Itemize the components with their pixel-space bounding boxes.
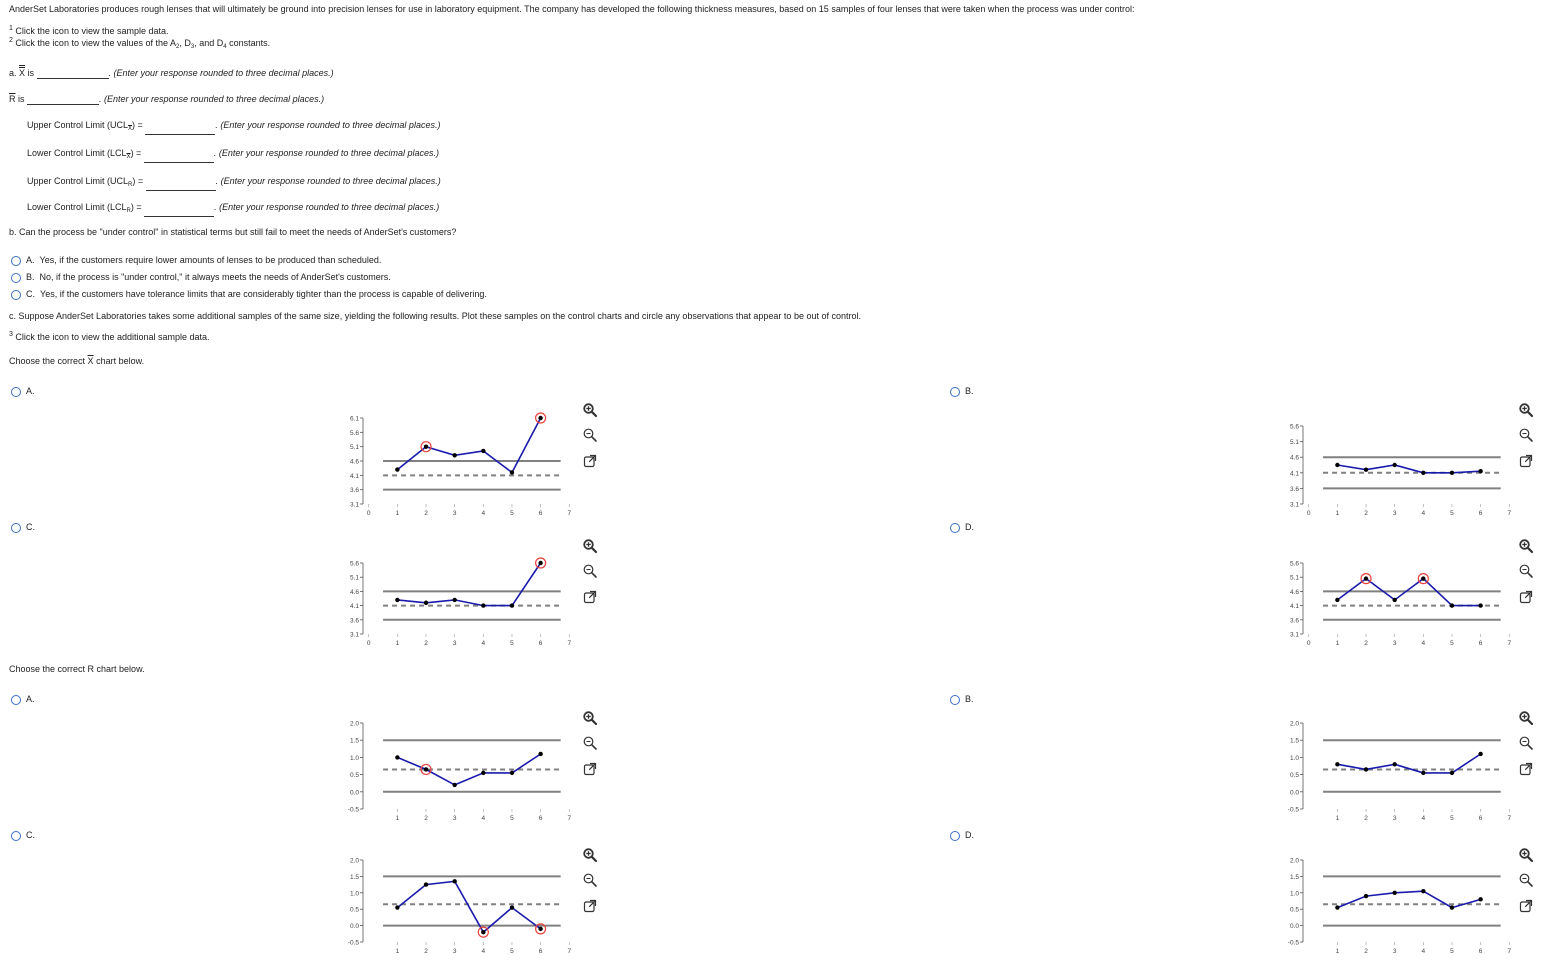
x-tick-label: 1 (1335, 948, 1340, 955)
series-line (397, 563, 540, 606)
option-letter: C. (26, 830, 35, 840)
data-point (1392, 598, 1396, 602)
data-point (1392, 463, 1396, 467)
xbar-chart-a (335, 410, 585, 520)
r-chart-d (1275, 852, 1525, 958)
sub-a2: 2 (176, 44, 180, 50)
option-letter: D. (965, 830, 974, 840)
x-tick-label: 0 (366, 510, 371, 517)
series-line (1337, 465, 1480, 473)
y-tick-label: 3.1 (349, 631, 359, 639)
part-b-option-b[interactable] (11, 271, 391, 283)
is-text: is (25, 68, 35, 78)
radio-button[interactable] (11, 523, 21, 533)
y-tick-label: 1.0 (349, 754, 359, 762)
x-tick-label: 7 (1507, 510, 1512, 517)
close: ) = (132, 120, 143, 130)
x-tick-label: 5 (1450, 640, 1454, 647)
zoom-out-icon[interactable] (582, 735, 598, 751)
x-tick-label: 2 (1364, 640, 1368, 647)
option-letter: B. (965, 386, 974, 396)
zoom-out-icon[interactable] (582, 872, 598, 888)
option-letter: D. (965, 522, 974, 532)
x-tick-label: 7 (1507, 948, 1512, 955)
xbar-option-a[interactable] (11, 385, 35, 397)
x-tick-label: 6 (538, 510, 543, 517)
data-point (1364, 767, 1368, 771)
y-tick-label: -0.5 (347, 806, 359, 814)
data-point (1450, 905, 1454, 909)
radio-button[interactable] (950, 831, 960, 841)
xbarbar-row (9, 67, 334, 79)
footnote-number: 3 (9, 331, 13, 338)
y-tick-label: 0.0 (1289, 789, 1299, 797)
x-tick-label: 0 (366, 640, 371, 647)
y-tick-label: 3.6 (1289, 485, 1299, 493)
part-b-option-c[interactable] (11, 288, 487, 300)
x-tick-label: 2 (1364, 510, 1368, 517)
x-tick-label: 7 (567, 510, 572, 517)
data-point (1450, 603, 1454, 607)
x-tick-label: 5 (510, 948, 514, 955)
sub-d3: 3 (190, 44, 195, 50)
data-point (395, 467, 399, 471)
zoom-out-icon[interactable] (1518, 872, 1534, 888)
x-tick-label: 6 (1478, 640, 1483, 647)
rounding-hint: . (Enter your response rounded to three decimal places.) (214, 202, 440, 212)
y-tick-label: 3.1 (1289, 501, 1299, 509)
x-tick-label: 7 (567, 640, 572, 647)
r-chart-a (335, 715, 585, 825)
close: ) = (130, 148, 142, 158)
y-tick-label: 0.5 (1289, 772, 1299, 780)
data-point (510, 470, 514, 474)
data-point (510, 771, 514, 775)
x-tick-label: 6 (538, 948, 543, 955)
y-tick-label: 0.5 (1289, 906, 1299, 914)
x-tick-label: 1 (395, 640, 400, 647)
x-tick-label: 2 (1364, 948, 1368, 955)
y-tick-label: 4.1 (1289, 470, 1299, 478)
rbar-symbol: $\overline{R}$ (9, 94, 16, 104)
x-tick-label: 7 (1507, 640, 1512, 647)
y-tick-label: 4.1 (349, 472, 359, 480)
data-point (452, 453, 456, 457)
option-letter: A. (26, 694, 35, 704)
y-tick-label: 5.1 (1289, 574, 1299, 582)
zoom-in-icon[interactable] (582, 710, 598, 726)
choose-xbar-label (9, 355, 144, 367)
r-chart-c (335, 852, 585, 958)
lcl-x-answer-field[interactable] (144, 153, 214, 163)
r-option-c[interactable] (11, 829, 35, 841)
y-tick-label: 5.1 (1289, 439, 1299, 447)
data-point (1421, 471, 1425, 475)
rounding-hint: . (Enter your response rounded to three decimal places.) (213, 148, 439, 158)
x-tick-label: 1 (395, 510, 400, 517)
data-point (1392, 891, 1396, 895)
rounding-hint: . (Enter your response rounded to three decimal places.) (99, 94, 325, 104)
x-tick-label: 4 (481, 815, 486, 822)
lcl-r-row (27, 201, 439, 217)
x-tick-label: 1 (1335, 815, 1340, 822)
part-a-prefix: a. (9, 68, 20, 78)
footnote-text: Click the icon to view the additional sample data. (15, 332, 210, 342)
x-tick-label: 0 (1306, 510, 1311, 517)
x-tick-label: 6 (1478, 815, 1483, 822)
y-tick-label: 2.0 (349, 720, 359, 728)
part-c-text: c. Suppose AnderSet Laboratories takes some additional samples of the same size, yielding the following results. Plot these samples on the control charts and circle any observations that appear to be out of control. (9, 311, 861, 321)
footnote-number: 1 (9, 25, 13, 32)
y-tick-label: 0.0 (1289, 923, 1299, 931)
rbar-row (9, 93, 324, 105)
ucl-r-sub: R (128, 182, 133, 188)
zoom-in-icon[interactable] (582, 402, 598, 418)
lcl-r-label: Lower Control Limit (LCL (27, 202, 127, 212)
footnote-sample-data[interactable] (9, 25, 169, 37)
rounding-hint: . (Enter your response rounded to three decimal places.) (215, 120, 441, 130)
xbar-option-d[interactable] (950, 521, 974, 533)
x-tick-label: 5 (1450, 948, 1454, 955)
data-point (538, 416, 542, 420)
problem-intro: AnderSet Laboratories produces rough lenses that will ultimately be ground into precision lenses for use in laboratory equipment. The company has developed the following thickness measures, based on 15 samples of four lenses that were taken when the process was under control: (9, 4, 1135, 14)
data-point (424, 882, 428, 886)
y-tick-label: 5.1 (349, 444, 359, 452)
x-tick-label: 2 (424, 815, 428, 822)
x-tick-label: 5 (510, 640, 514, 647)
rbar-answer-field[interactable] (27, 95, 99, 105)
popout-icon[interactable] (582, 898, 598, 914)
data-point (1421, 576, 1425, 580)
y-tick-label: 3.6 (349, 487, 359, 495)
lcl-x-sub: X (126, 154, 131, 160)
data-point (452, 598, 456, 602)
data-point (481, 771, 485, 775)
close: ) = (130, 202, 142, 212)
ucl-x-label: Upper Control Limit (UCL (27, 120, 129, 130)
xbar-chart-b (1275, 418, 1525, 520)
data-point (1364, 894, 1368, 898)
y-tick-label: 1.0 (349, 890, 359, 898)
y-tick-label: 4.6 (1289, 454, 1299, 462)
r-option-b[interactable] (950, 693, 974, 705)
option-text: No, if the process is "under control," it always meets the needs of AnderSet's customers. (39, 272, 391, 282)
radio-button[interactable] (11, 273, 21, 283)
data-point (481, 603, 485, 607)
x-tick-label: 4 (1421, 640, 1426, 647)
x-tick-label: 1 (1335, 640, 1340, 647)
data-point (1364, 576, 1368, 580)
zoom-in-icon[interactable] (582, 538, 598, 554)
data-point (1335, 598, 1339, 602)
data-point (510, 603, 514, 607)
y-tick-label: 6.1 (349, 415, 359, 423)
data-point (1335, 463, 1339, 467)
popout-icon[interactable] (1518, 453, 1534, 469)
lcl-r-sub: R (126, 208, 131, 214)
option-letter: A. (26, 255, 35, 265)
option-letter: B. (26, 272, 35, 282)
lcl-x-label: Lower Control Limit (LCL (27, 148, 127, 158)
choose-text: Choose the correct (9, 356, 88, 366)
popout-icon[interactable] (1518, 761, 1534, 777)
x-tick-label: 5 (510, 815, 514, 822)
y-tick-label: 4.6 (1289, 588, 1299, 596)
y-tick-label: 0.0 (349, 789, 359, 797)
option-text: Yes, if the customers require lower amounts of lenses to be produced than scheduled. (39, 255, 382, 265)
close: ) = (132, 176, 144, 186)
y-tick-label: 0.0 (349, 923, 359, 931)
popout-icon[interactable] (582, 761, 598, 777)
x-tick-label: 7 (567, 948, 572, 955)
lcl-r-answer-field[interactable] (144, 207, 214, 217)
y-tick-label: 5.6 (349, 560, 359, 568)
zoom-out-icon[interactable] (1518, 427, 1534, 443)
y-tick-label: 1.0 (1289, 754, 1299, 762)
y-tick-label: 1.5 (1289, 873, 1299, 881)
zoom-in-icon[interactable] (1518, 710, 1534, 726)
data-point (452, 879, 456, 883)
x-tick-label: 5 (1450, 815, 1454, 822)
y-tick-label: 5.1 (349, 574, 359, 582)
xbarbar-answer-field[interactable] (37, 69, 109, 79)
footnote-additional-data[interactable] (9, 331, 210, 343)
x-tick-label: 2 (424, 510, 428, 517)
radio-button[interactable] (11, 256, 21, 266)
y-tick-label: 0.5 (349, 906, 359, 914)
zoom-in-icon[interactable] (582, 847, 598, 863)
ucl-r-label: Upper Control Limit (UCL (27, 176, 129, 186)
xbar-symbol: $\overline{X}$ (87, 356, 94, 366)
ucl-x-answer-field[interactable] (145, 125, 215, 135)
x-tick-label: 4 (481, 510, 486, 517)
radio-button[interactable] (11, 387, 21, 397)
x-tick-label: 3 (1392, 640, 1397, 647)
ucl-r-answer-field[interactable] (146, 181, 216, 191)
ucl-r-row (27, 175, 441, 191)
x-tick-label: 4 (1421, 815, 1426, 822)
y-tick-label: 3.6 (1289, 617, 1299, 625)
data-point (1421, 889, 1425, 893)
data-point (538, 927, 542, 931)
zoom-out-icon[interactable] (582, 427, 598, 443)
x-tick-label: 6 (1478, 948, 1483, 955)
data-point (481, 449, 485, 453)
x-tick-label: 3 (452, 640, 457, 647)
footnote-tail: constants. (226, 38, 271, 48)
zoom-out-icon[interactable] (582, 563, 598, 579)
choose-r-label: Choose the correct R chart below. (9, 664, 145, 674)
zoom-out-icon[interactable] (1518, 563, 1534, 579)
popout-icon[interactable] (1518, 589, 1534, 605)
x-tick-label: 3 (452, 948, 457, 955)
part-b-option-a[interactable] (11, 254, 381, 266)
y-tick-label: -0.5 (1287, 806, 1299, 814)
x-tick-label: 6 (1478, 510, 1483, 517)
radio-button[interactable] (11, 695, 21, 705)
option-letter: C. (26, 522, 35, 532)
ucl-x-sub: X (128, 126, 133, 132)
data-point (1450, 471, 1454, 475)
radio-button[interactable] (950, 695, 960, 705)
footnote-text: Click the icon to view the sample data. (15, 26, 169, 36)
popout-icon[interactable] (1518, 898, 1534, 914)
x-tick-label: 4 (1421, 948, 1426, 955)
radio-button[interactable] (11, 290, 21, 300)
zoom-out-icon[interactable] (1518, 735, 1534, 751)
y-tick-label: 1.5 (349, 737, 359, 745)
zoom-in-icon[interactable] (1518, 538, 1534, 554)
y-tick-label: 2.0 (349, 857, 359, 865)
footnote-text: Click the icon to view the values of the A (15, 38, 177, 48)
x-tick-label: 3 (452, 815, 457, 822)
y-tick-label: 4.1 (1289, 603, 1299, 611)
x-tick-label: 7 (1507, 815, 1512, 822)
popout-icon[interactable] (582, 453, 598, 469)
footnote-constants[interactable] (9, 37, 270, 53)
sep: , D (179, 38, 191, 48)
ucl-x-row (27, 119, 440, 135)
data-point (1392, 762, 1396, 766)
is-text: is (15, 94, 25, 104)
y-tick-label: 3.1 (349, 501, 359, 509)
lcl-x-row (27, 147, 439, 163)
x-tick-label: 1 (395, 815, 400, 822)
x-tick-label: 3 (1392, 510, 1397, 517)
x-tick-label: 2 (424, 640, 428, 647)
r-chart-b (1275, 715, 1525, 825)
y-tick-label: 5.6 (1289, 560, 1299, 568)
option-letter: B. (965, 694, 974, 704)
series-line (397, 881, 540, 932)
data-point (1364, 467, 1368, 471)
x-tick-label: 5 (1450, 510, 1454, 517)
rounding-hint: . (Enter your response rounded to three decimal places.) (215, 176, 441, 186)
y-tick-label: 1.5 (1289, 737, 1299, 745)
radio-button[interactable] (11, 831, 21, 841)
data-point (1478, 897, 1482, 901)
data-point (1421, 771, 1425, 775)
x-tick-label: 4 (481, 640, 486, 647)
y-tick-label: 3.1 (1289, 631, 1299, 639)
y-tick-label: 4.6 (349, 458, 359, 466)
x-tick-label: 4 (481, 948, 486, 955)
data-point (424, 767, 428, 771)
x-tick-label: 3 (1392, 948, 1397, 955)
choose-text: chart below. (93, 356, 145, 366)
x-tick-label: 6 (538, 815, 543, 822)
radio-button[interactable] (950, 387, 960, 397)
x-tick-label: 3 (452, 510, 457, 517)
x-tick-label: 0 (1306, 640, 1311, 647)
option-text: Yes, if the customers have tolerance limits that are considerably tighter than the process is capable of delivering. (40, 289, 487, 299)
y-tick-label: 1.5 (349, 873, 359, 881)
series-line (397, 418, 540, 473)
r-option-a[interactable] (11, 693, 35, 705)
x-tick-label: 2 (424, 948, 428, 955)
x-tick-label: 3 (1392, 815, 1397, 822)
y-tick-label: -0.5 (1287, 939, 1299, 947)
x-tick-label: 1 (395, 948, 400, 955)
data-point (481, 930, 485, 934)
data-point (452, 783, 456, 787)
option-letter: C. (26, 289, 35, 299)
y-tick-label: 5.6 (1289, 423, 1299, 431)
data-point (538, 561, 542, 565)
y-tick-label: 0.5 (349, 772, 359, 780)
x-tick-label: 5 (510, 510, 514, 517)
data-point (424, 444, 428, 448)
footnote-number: 2 (9, 37, 13, 44)
xbar-option-b[interactable] (950, 385, 974, 397)
data-point (395, 905, 399, 909)
data-point (1335, 905, 1339, 909)
data-point (1478, 469, 1482, 473)
x-tick-label: 6 (538, 640, 543, 647)
y-tick-label: 4.6 (349, 588, 359, 596)
data-point (1335, 762, 1339, 766)
y-tick-label: 5.6 (349, 429, 359, 437)
y-tick-label: -0.5 (347, 939, 359, 947)
data-point (1450, 771, 1454, 775)
data-point (1478, 752, 1482, 756)
data-point (510, 905, 514, 909)
part-b-question: b. Can the process be "under control" in statistical terms but still fail to meet the needs of AnderSet's customers? (9, 227, 457, 237)
y-tick-label: 2.0 (1289, 857, 1299, 865)
option-letter: A. (26, 386, 35, 396)
y-tick-label: 4.1 (349, 603, 359, 611)
zoom-in-icon[interactable] (1518, 847, 1534, 863)
x-tick-label: 4 (1421, 510, 1426, 517)
sub-d4: 4 (223, 44, 227, 50)
x-tick-label: 2 (1364, 815, 1368, 822)
r-option-d[interactable] (950, 829, 974, 841)
xbar-option-c[interactable] (11, 521, 35, 533)
y-tick-label: 1.0 (1289, 890, 1299, 898)
zoom-in-icon[interactable] (1518, 402, 1534, 418)
data-point (1478, 603, 1482, 607)
data-point (538, 752, 542, 756)
x-tick-label: 1 (1335, 510, 1340, 517)
xbar-chart-c (335, 555, 585, 650)
data-point (395, 755, 399, 759)
radio-button[interactable] (950, 523, 960, 533)
data-point (424, 601, 428, 605)
xbarbar-symbol: X (19, 68, 26, 78)
y-tick-label: 3.6 (349, 617, 359, 625)
rounding-hint: . (Enter your response rounded to three decimal places.) (108, 68, 334, 78)
x-tick-label: 7 (567, 815, 572, 822)
xbar-chart-d (1275, 555, 1525, 650)
data-point (395, 598, 399, 602)
sep: , and D (194, 38, 224, 48)
y-tick-label: 2.0 (1289, 720, 1299, 728)
popout-icon[interactable] (582, 589, 598, 605)
